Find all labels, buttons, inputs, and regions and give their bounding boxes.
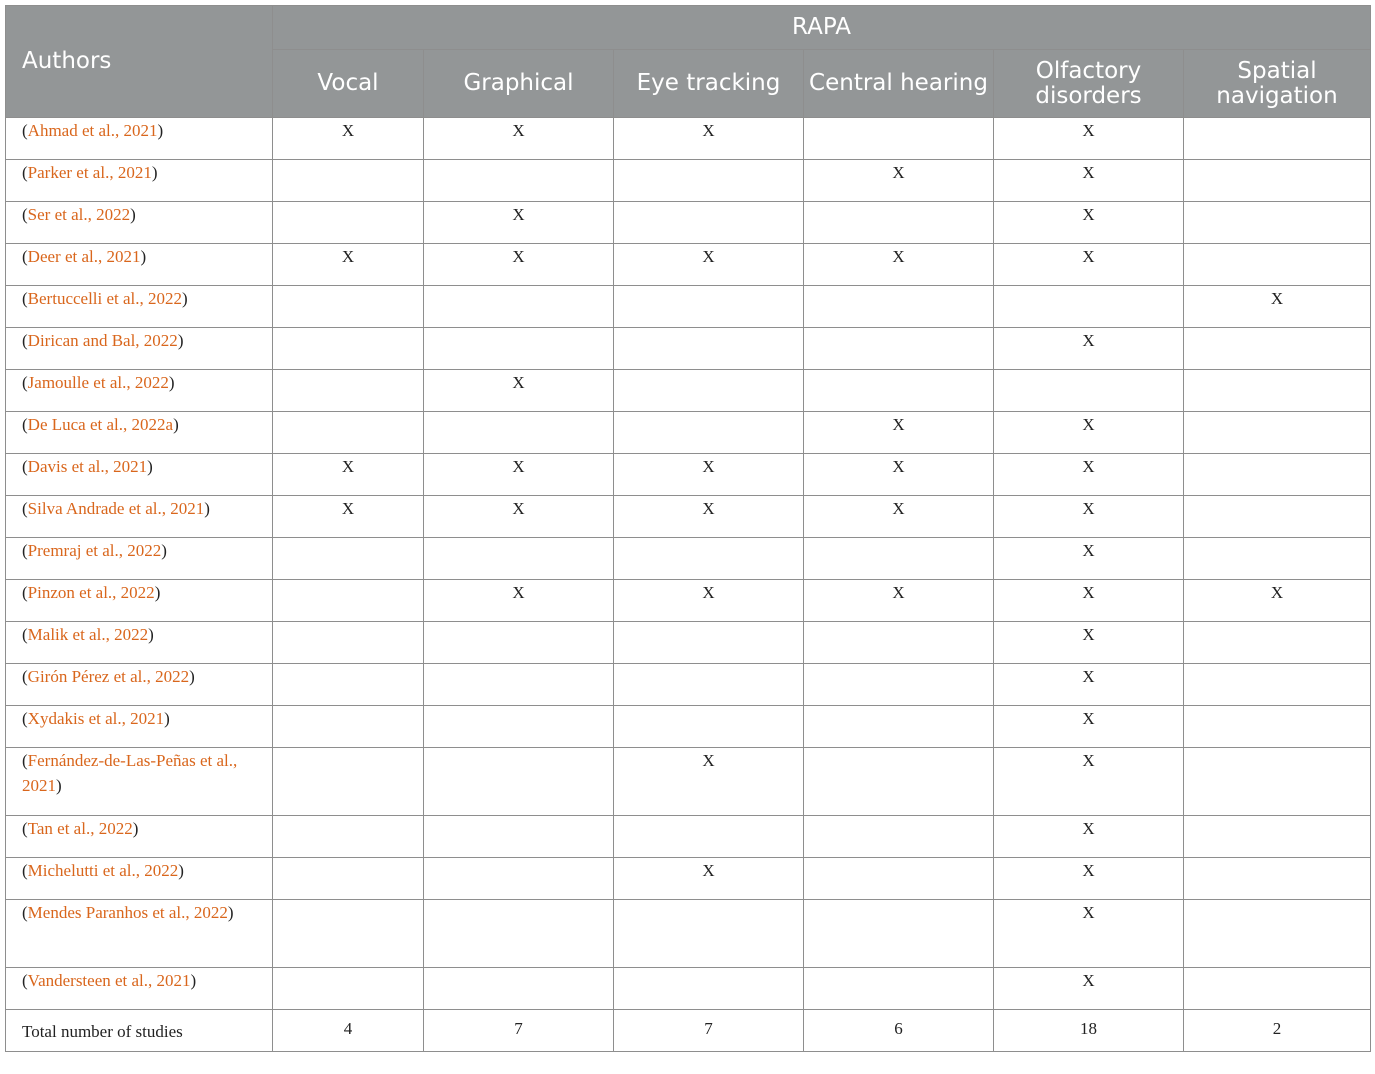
- mark-cell-graphical: X: [424, 580, 614, 622]
- mark-cell-central-hearing: [804, 968, 994, 1010]
- mark-cell-graphical: X: [424, 496, 614, 538]
- citation-link[interactable]: Premraj et al., 2022: [27, 541, 162, 560]
- totals-row: [6, 1010, 1371, 1052]
- mark-cell-olfactory-disorders: X: [994, 412, 1184, 454]
- author-cell: [6, 816, 273, 858]
- mark-cell-vocal: X: [273, 244, 424, 286]
- author-cell: [6, 286, 273, 328]
- author-cell: [6, 328, 273, 370]
- mark-cell-olfactory-disorders: X: [994, 748, 1184, 816]
- mark-cell-eye-tracking: X: [614, 244, 804, 286]
- mark-cell-graphical: [424, 286, 614, 328]
- mark-cell-eye-tracking: X: [614, 580, 804, 622]
- table-row: [6, 244, 1371, 286]
- mark-cell-central-hearing: [804, 538, 994, 580]
- mark-cell-central-hearing: X: [804, 496, 994, 538]
- close-paren: ): [161, 541, 167, 560]
- mark-cell-eye-tracking: X: [614, 118, 804, 160]
- author-cell: [6, 622, 273, 664]
- close-paren: ): [148, 625, 154, 644]
- open-paren: (: [22, 541, 28, 560]
- column-header-spatial-navigation: Spatial navigation: [1184, 50, 1371, 118]
- table-row: [6, 454, 1371, 496]
- mark-cell-olfactory-disorders: X: [994, 118, 1184, 160]
- mark-cell-eye-tracking: X: [614, 454, 804, 496]
- mark-cell-central-hearing: [804, 202, 994, 244]
- table-row: [6, 538, 1371, 580]
- total-graphical: 7: [424, 1010, 614, 1052]
- open-paren: (: [22, 709, 28, 728]
- mark-cell-vocal: [273, 538, 424, 580]
- mark-cell-spatial-navigation: [1184, 496, 1371, 538]
- mark-cell-spatial-navigation: [1184, 454, 1371, 496]
- table-header: [6, 6, 1371, 118]
- mark-cell-spatial-navigation: [1184, 622, 1371, 664]
- author-cell: [6, 664, 273, 706]
- mark-cell-spatial-navigation: [1184, 968, 1371, 1010]
- mark-cell-graphical: X: [424, 244, 614, 286]
- author-cell: [6, 580, 273, 622]
- close-paren: ): [173, 415, 179, 434]
- mark-cell-spatial-navigation: [1184, 160, 1371, 202]
- citation-link[interactable]: Michelutti et al., 2022: [27, 861, 179, 880]
- table-row: [6, 580, 1371, 622]
- authors-column-header: Authors: [6, 6, 273, 118]
- table-row: [6, 748, 1371, 816]
- mark-cell-eye-tracking: X: [614, 748, 804, 816]
- mark-cell-central-hearing: X: [804, 454, 994, 496]
- table-row: [6, 858, 1371, 900]
- total-central-hearing: 6: [804, 1010, 994, 1052]
- mark-cell-central-hearing: [804, 816, 994, 858]
- mark-cell-eye-tracking: X: [614, 858, 804, 900]
- mark-cell-olfactory-disorders: X: [994, 496, 1184, 538]
- mark-cell-olfactory-disorders: X: [994, 580, 1184, 622]
- mark-cell-central-hearing: [804, 118, 994, 160]
- author-cell: [6, 496, 273, 538]
- mark-cell-vocal: [273, 160, 424, 202]
- mark-cell-olfactory-disorders: X: [994, 202, 1184, 244]
- mark-cell-vocal: [273, 622, 424, 664]
- mark-cell-eye-tracking: X: [614, 496, 804, 538]
- mark-cell-central-hearing: [804, 370, 994, 412]
- close-paren: ): [151, 163, 158, 182]
- open-paren: (: [22, 457, 28, 476]
- table-row: [6, 160, 1371, 202]
- open-paren: (: [22, 971, 28, 990]
- mark-cell-olfactory-disorders: X: [994, 538, 1184, 580]
- close-paren: ): [140, 247, 147, 266]
- table-row: [6, 286, 1371, 328]
- rapa-group-header: RAPA: [273, 6, 1371, 50]
- author-cell: [6, 454, 273, 496]
- author-cell: [6, 748, 273, 816]
- mark-cell-olfactory-disorders: X: [994, 454, 1184, 496]
- column-header-vocal: Vocal: [273, 50, 424, 118]
- mark-cell-graphical: [424, 328, 614, 370]
- mark-cell-central-hearing: [804, 900, 994, 968]
- mark-cell-eye-tracking: [614, 622, 804, 664]
- table-row: [6, 412, 1371, 454]
- table-row: [6, 370, 1371, 412]
- citation-link[interactable]: Tan et al., 2022: [27, 819, 133, 838]
- mark-cell-olfactory-disorders: X: [994, 664, 1184, 706]
- open-paren: (: [22, 415, 28, 434]
- close-paren: ): [177, 331, 184, 350]
- mark-cell-spatial-navigation: [1184, 202, 1371, 244]
- close-paren: ): [56, 776, 62, 795]
- mark-cell-vocal: [273, 412, 424, 454]
- mark-cell-eye-tracking: [614, 664, 804, 706]
- open-paren: (: [22, 205, 28, 224]
- open-paren: (: [22, 861, 28, 880]
- table-row: [6, 900, 1371, 968]
- mark-cell-central-hearing: [804, 748, 994, 816]
- mark-cell-central-hearing: X: [804, 244, 994, 286]
- mark-cell-graphical: X: [424, 370, 614, 412]
- mark-cell-graphical: [424, 706, 614, 748]
- mark-cell-eye-tracking: [614, 160, 804, 202]
- close-paren: ): [182, 289, 188, 308]
- author-cell: [6, 202, 273, 244]
- mark-cell-eye-tracking: [614, 816, 804, 858]
- mark-cell-eye-tracking: [614, 900, 804, 968]
- rapa-table: [5, 5, 1371, 1052]
- mark-cell-vocal: [273, 900, 424, 968]
- open-paren: (: [22, 289, 28, 308]
- mark-cell-spatial-navigation: [1184, 244, 1371, 286]
- mark-cell-olfactory-disorders: X: [994, 858, 1184, 900]
- mark-cell-olfactory-disorders: X: [994, 706, 1184, 748]
- open-paren: (: [22, 819, 28, 838]
- citation-link[interactable]: Davis et al., 2021: [27, 457, 148, 476]
- mark-cell-olfactory-disorders: X: [994, 244, 1184, 286]
- citation-link[interactable]: Pinzon et al., 2022: [27, 583, 155, 602]
- citation-link[interactable]: Xydakis et al., 2021: [27, 709, 165, 728]
- close-paren: ): [204, 499, 210, 518]
- close-paren: ): [168, 373, 175, 392]
- close-paren: ): [154, 583, 161, 602]
- mark-cell-spatial-navigation: [1184, 328, 1371, 370]
- header-row-group: [6, 6, 1371, 50]
- mark-cell-olfactory-disorders: X: [994, 968, 1184, 1010]
- open-paren: (: [22, 903, 28, 922]
- mark-cell-central-hearing: X: [804, 580, 994, 622]
- mark-cell-eye-tracking: [614, 286, 804, 328]
- mark-cell-vocal: [273, 858, 424, 900]
- mark-cell-central-hearing: [804, 622, 994, 664]
- mark-cell-central-hearing: X: [804, 412, 994, 454]
- citation-link[interactable]: Bertuccelli et al., 2022: [27, 289, 183, 308]
- mark-cell-graphical: [424, 816, 614, 858]
- citation-link[interactable]: Mendes Paranhos et al., 2022: [27, 903, 228, 922]
- citation-link[interactable]: Ahmad et al., 2021: [27, 121, 158, 140]
- mark-cell-central-hearing: [804, 328, 994, 370]
- total-olfactory-disorders: 18: [994, 1010, 1184, 1052]
- mark-cell-graphical: [424, 412, 614, 454]
- table-row: [6, 118, 1371, 160]
- open-paren: (: [22, 751, 28, 770]
- mark-cell-olfactory-disorders: X: [994, 900, 1184, 968]
- column-header-central-hearing: Central hearing: [804, 50, 994, 118]
- mark-cell-eye-tracking: [614, 202, 804, 244]
- mark-cell-spatial-navigation: [1184, 118, 1371, 160]
- table-row: [6, 664, 1371, 706]
- citation-link[interactable]: Deer et al., 2021: [27, 247, 141, 266]
- table-row: [6, 328, 1371, 370]
- mark-cell-olfactory-disorders: X: [994, 816, 1184, 858]
- mark-cell-vocal: [273, 580, 424, 622]
- mark-cell-vocal: X: [273, 118, 424, 160]
- mark-cell-graphical: [424, 900, 614, 968]
- mark-cell-graphical: X: [424, 454, 614, 496]
- citation-link[interactable]: Girón Pérez et al., 2022: [27, 667, 190, 686]
- mark-cell-vocal: X: [273, 496, 424, 538]
- citation-link[interactable]: Silva Andrade et al., 2021: [27, 499, 205, 518]
- mark-cell-central-hearing: X: [804, 160, 994, 202]
- citation-link[interactable]: Fernández-de-Las-Peñas et al., 2021: [22, 751, 238, 795]
- mark-cell-spatial-navigation: [1184, 816, 1371, 858]
- mark-cell-central-hearing: [804, 858, 994, 900]
- author-cell: [6, 370, 273, 412]
- open-paren: (: [22, 667, 28, 686]
- mark-cell-graphical: [424, 748, 614, 816]
- mark-cell-spatial-navigation: [1184, 706, 1371, 748]
- mark-cell-vocal: [273, 286, 424, 328]
- mark-cell-vocal: [273, 816, 424, 858]
- mark-cell-eye-tracking: [614, 538, 804, 580]
- table-row: [6, 622, 1371, 664]
- open-paren: (: [22, 163, 28, 182]
- mark-cell-graphical: [424, 664, 614, 706]
- mark-cell-spatial-navigation: [1184, 900, 1371, 968]
- mark-cell-spatial-navigation: X: [1184, 580, 1371, 622]
- mark-cell-vocal: [273, 370, 424, 412]
- open-paren: (: [22, 247, 28, 266]
- column-header-graphical: Graphical: [424, 50, 614, 118]
- total-vocal: 4: [273, 1010, 424, 1052]
- mark-cell-eye-tracking: [614, 968, 804, 1010]
- mark-cell-olfactory-disorders: [994, 370, 1184, 412]
- author-cell: [6, 968, 273, 1010]
- total-eye-tracking: 7: [614, 1010, 804, 1052]
- citation-link[interactable]: Vandersteen et al., 2021: [27, 971, 191, 990]
- open-paren: (: [22, 625, 28, 644]
- close-paren: ): [178, 861, 184, 880]
- citation-link[interactable]: Malik et al., 2022: [27, 625, 149, 644]
- author-cell: [6, 118, 273, 160]
- author-cell: [6, 900, 273, 968]
- citation-link[interactable]: Ser et al., 2022: [27, 205, 131, 224]
- close-paren: ): [147, 457, 153, 476]
- citation-link[interactable]: Jamoulle et al., 2022: [27, 373, 169, 392]
- mark-cell-vocal: [273, 968, 424, 1010]
- close-paren: ): [157, 121, 164, 140]
- mark-cell-central-hearing: [804, 664, 994, 706]
- mark-cell-central-hearing: [804, 286, 994, 328]
- total-spatial-navigation: 2: [1184, 1010, 1371, 1052]
- mark-cell-spatial-navigation: [1184, 538, 1371, 580]
- author-cell: [6, 706, 273, 748]
- mark-cell-vocal: [273, 202, 424, 244]
- mark-cell-spatial-navigation: [1184, 748, 1371, 816]
- author-cell: [6, 412, 273, 454]
- mark-cell-olfactory-disorders: X: [994, 622, 1184, 664]
- total-label: Total number of studies: [6, 1010, 273, 1052]
- open-paren: (: [22, 331, 28, 350]
- table-row: [6, 202, 1371, 244]
- close-paren: ): [130, 205, 136, 224]
- author-cell: [6, 538, 273, 580]
- mark-cell-olfactory-disorders: X: [994, 160, 1184, 202]
- mark-cell-graphical: [424, 858, 614, 900]
- citation-link[interactable]: Dirican and Bal, 2022: [27, 331, 178, 350]
- mark-cell-eye-tracking: [614, 412, 804, 454]
- mark-cell-graphical: [424, 538, 614, 580]
- open-paren: (: [22, 373, 28, 392]
- citation-link[interactable]: De Luca et al., 2022a: [27, 415, 174, 434]
- mark-cell-spatial-navigation: [1184, 664, 1371, 706]
- close-paren: ): [227, 903, 234, 922]
- table-body: [6, 118, 1371, 1010]
- mark-cell-eye-tracking: [614, 370, 804, 412]
- citation-link[interactable]: Parker et al., 2021: [27, 163, 152, 182]
- mark-cell-vocal: [273, 706, 424, 748]
- close-paren: ): [164, 709, 170, 728]
- mark-cell-spatial-navigation: [1184, 858, 1371, 900]
- author-cell: [6, 244, 273, 286]
- close-paren: ): [190, 971, 197, 990]
- author-cell: [6, 858, 273, 900]
- mark-cell-olfactory-disorders: X: [994, 328, 1184, 370]
- table-row: [6, 496, 1371, 538]
- table-row: [6, 968, 1371, 1010]
- close-paren: ): [189, 667, 195, 686]
- mark-cell-graphical: X: [424, 118, 614, 160]
- close-paren: ): [132, 819, 139, 838]
- mark-cell-spatial-navigation: X: [1184, 286, 1371, 328]
- column-header-eye-tracking: Eye tracking: [614, 50, 804, 118]
- mark-cell-graphical: [424, 160, 614, 202]
- open-paren: (: [22, 121, 28, 140]
- mark-cell-olfactory-disorders: [994, 286, 1184, 328]
- mark-cell-vocal: X: [273, 454, 424, 496]
- mark-cell-vocal: [273, 328, 424, 370]
- mark-cell-graphical: [424, 622, 614, 664]
- mark-cell-vocal: [273, 748, 424, 816]
- mark-cell-vocal: [273, 664, 424, 706]
- mark-cell-eye-tracking: [614, 706, 804, 748]
- mark-cell-spatial-navigation: [1184, 412, 1371, 454]
- table-row: [6, 816, 1371, 858]
- open-paren: (: [22, 583, 28, 602]
- mark-cell-graphical: [424, 968, 614, 1010]
- open-paren: (: [22, 499, 28, 518]
- mark-cell-central-hearing: [804, 706, 994, 748]
- mark-cell-eye-tracking: [614, 328, 804, 370]
- author-cell: [6, 160, 273, 202]
- table-row: [6, 706, 1371, 748]
- mark-cell-spatial-navigation: [1184, 370, 1371, 412]
- mark-cell-graphical: X: [424, 202, 614, 244]
- column-header-olfactory-disorders: Olfactory disorders: [994, 50, 1184, 118]
